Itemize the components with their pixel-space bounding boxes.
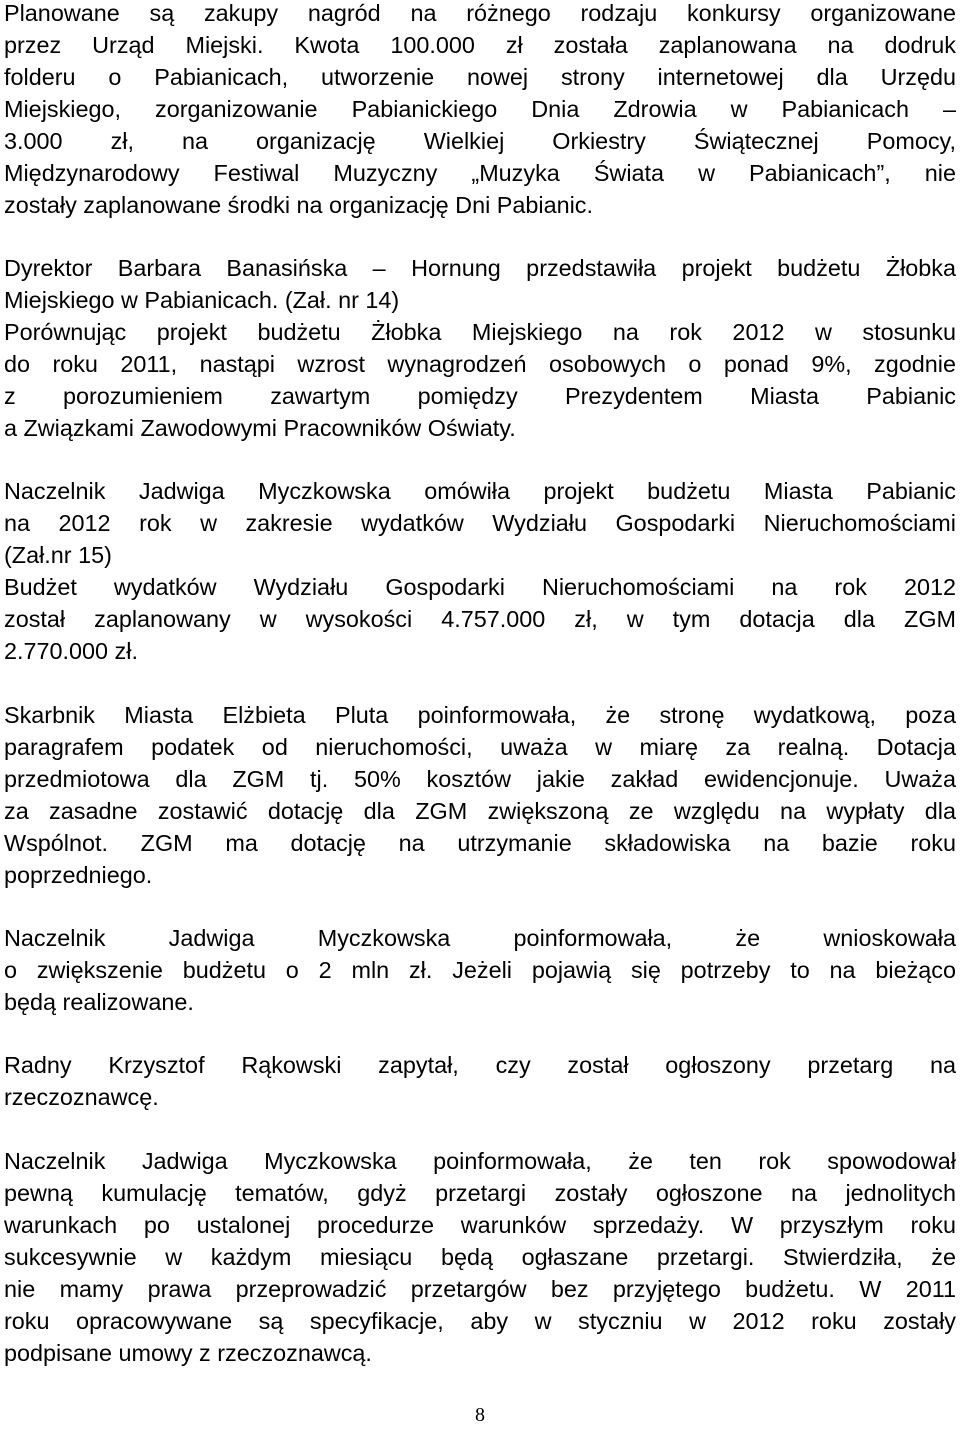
text-line: Miejskiego w Pabianicach. (Zał. nr 14) xyxy=(4,287,400,313)
text-line: 3.000 zł, na organizację Wielkiej Orkiestry Świątecznej Pomocy, xyxy=(4,128,956,154)
text-line: Naczelnik Jadwiga Myczkowska omówiła projekt budżetu Miasta Pabianic xyxy=(4,478,956,504)
paragraph-real-estate-budget xyxy=(4,475,956,667)
text-line: warunkach po ustalonej procedurze warunków sprzedaży. W przyszłym roku xyxy=(4,1212,956,1238)
text-line: folderu o Pabianicach, utworzenie nowej strony internetowej dla Urzędu xyxy=(4,64,956,90)
text-line: Radny Krzysztof Rąkowski zapytał, czy został ogłoszony przetarg na xyxy=(4,1052,956,1078)
text-line: poprzedniego. xyxy=(4,862,153,888)
text-line: nie mamy prawa przeprowadzić przetargów bez przyjętego budżetu. W 2011 xyxy=(4,1276,956,1302)
text-line: został zaplanowany w wysokości 4.757.000 zł, w tym dotacja dla ZGM xyxy=(4,606,956,632)
text-line: Budżet wydatków Wydziału Gospodarki Nieruchomościami na rok 2012 xyxy=(4,574,956,600)
text-line: przedmiotowa dla ZGM tj. 50% kosztów jakie zakład ewidencjonuje. Uważa xyxy=(4,766,956,792)
text-line: 2.770.000 zł. xyxy=(4,638,138,664)
text-line: Wspólnot. ZGM ma dotację na utrzymanie składowiska na bazie roku xyxy=(4,830,956,856)
text-line: roku opracowywane są specyfikacje, aby w styczniu w 2012 roku zostały xyxy=(4,1308,956,1334)
text-line: Planowane są zakupy nagród na różnego rodzaju konkursy organizowane xyxy=(4,0,956,26)
text-line: za zasadne zostawić dotację dla ZGM zwiększoną ze względu na wypłaty dla xyxy=(4,798,956,824)
text-line: Międzynarodowy Festiwal Muzyczny „Muzyka Świata w Pabianicach”, nie xyxy=(4,160,956,186)
text-line: Naczelnik Jadwiga Myczkowska poinformowała, że wnioskowała xyxy=(4,925,956,951)
text-line: będą realizowane. xyxy=(4,989,194,1015)
text-line: Porównując projekt budżetu Żłobka Miejskiego na rok 2012 w stosunku xyxy=(4,319,956,345)
text-line: o zwiększenie budżetu o 2 mln zł. Jeżeli pojawią się potrzeby to na bieżąco xyxy=(4,957,956,983)
text-line: sukcesywnie w każdym miesiącu będą ogłaszane przetargi. Stwierdziła, że xyxy=(4,1244,956,1270)
text-line: paragrafem podatek od nieruchomości, uważa w miarę za realną. Dotacja xyxy=(4,734,956,760)
text-line: do roku 2011, nastąpi wzrost wynagrodzeń osobowych o ponad 9%, zgodnie xyxy=(4,351,956,377)
paragraph-treasurer-statement xyxy=(4,699,956,891)
paragraph-tender-explanation xyxy=(4,1145,956,1369)
page-number: 8 xyxy=(475,1404,485,1426)
paragraph-nursery-budget xyxy=(4,252,956,444)
text-line: Skarbnik Miasta Elżbieta Pluta poinformowała, że stronę wydatkową, poza xyxy=(4,702,956,728)
text-line: z porozumieniem zawartym pomiędzy Prezydentem Miasta Pabianic xyxy=(4,383,956,409)
text-line: Naczelnik Jadwiga Myczkowska poinformowała, że ten rok spowodował xyxy=(4,1148,956,1174)
text-line: przez Urząd Miejski. Kwota 100.000 zł została zaplanowana na dodruk xyxy=(4,32,956,58)
text-line: na 2012 rok w zakresie wydatków Wydziału Gospodarki Nieruchomościami xyxy=(4,510,956,536)
paragraph-budget-increase xyxy=(4,922,956,1018)
text-line: Dyrektor Barbara Banasińska – Hornung przedstawiła projekt budżetu Żłobka xyxy=(4,255,956,281)
text-line: (Zał.nr 15) xyxy=(4,542,112,568)
text-line: Miejskiego, zorganizowanie Pabianickiego Dnia Zdrowia w Pabianicach – xyxy=(4,96,956,122)
text-line: rzeczoznawcę. xyxy=(4,1084,159,1110)
paragraph-councillor-question xyxy=(4,1049,956,1113)
text-line: pewną kumulację tematów, gdyż przetargi zostały ogłoszone na jednolitych xyxy=(4,1180,956,1206)
text-line: a Związkami Zawodowymi Pracowników Oświaty. xyxy=(4,415,516,441)
text-line: zostały zaplanowane środki na organizację Dni Pabianic. xyxy=(4,192,594,218)
text-line: podpisane umowy z rzeczoznawcą. xyxy=(4,1340,372,1366)
paragraph-prizes-and-promotion xyxy=(4,0,956,221)
